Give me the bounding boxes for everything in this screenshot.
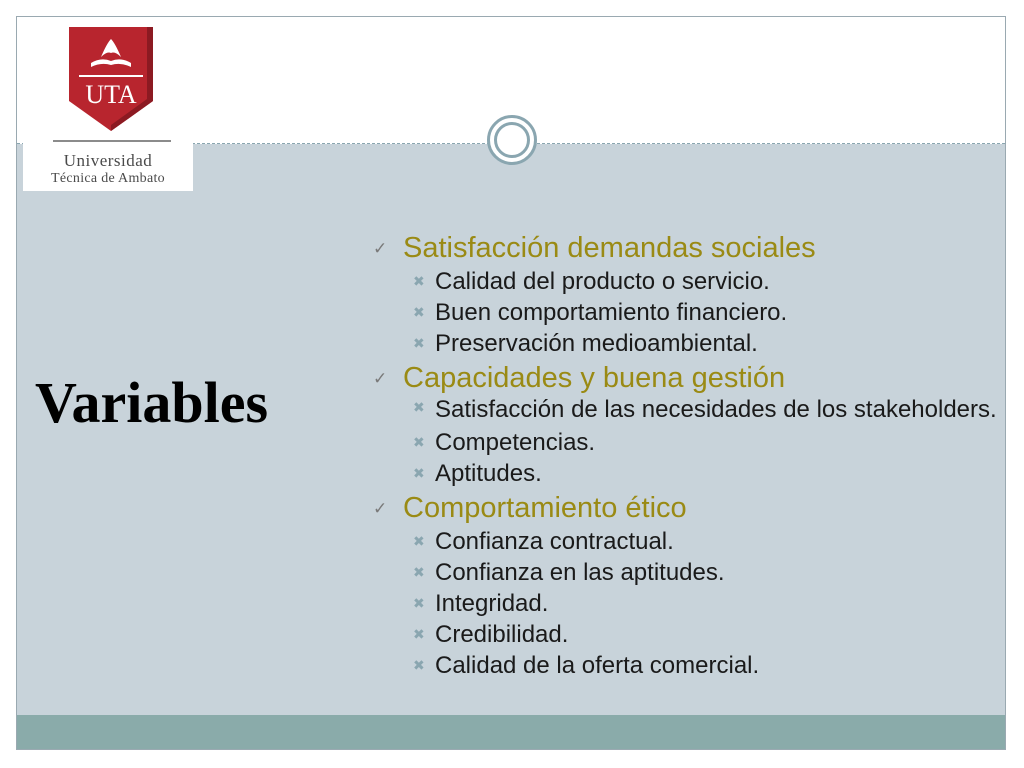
logo-university-subtitle: Técnica de Ambato <box>51 171 165 186</box>
bullet-level2 <box>371 396 1001 427</box>
bullet-text: Satisfacción de las necesidades de los stakeholders. <box>435 396 997 423</box>
bullet-text: Preservación medioambiental. <box>435 330 758 357</box>
bullet-level2 <box>371 619 1001 650</box>
checkmark-icon: ✓ <box>373 499 388 518</box>
bullet-text: Credibilidad. <box>435 621 569 648</box>
bullet-text: Competencias. <box>435 429 596 456</box>
bullet-text: Comportamiento ético <box>403 492 687 524</box>
x-bullet-icon: ✖ <box>413 465 425 481</box>
bullet-level2 <box>371 526 1001 557</box>
bullet-level2 <box>371 557 1001 588</box>
x-bullet-icon: ✖ <box>413 533 425 549</box>
bullet-level2 <box>371 328 1001 359</box>
checkmark-icon: ✓ <box>373 369 388 388</box>
bullet-text: Aptitudes. <box>435 460 542 487</box>
bullet-level2 <box>371 427 1001 458</box>
bullet-text: Confianza contractual. <box>435 528 674 555</box>
university-logo <box>23 17 193 191</box>
shield-logo-icon <box>67 27 155 131</box>
bullet-text: Calidad de la oferta comercial. <box>435 652 760 679</box>
bullet-level1 <box>371 360 1001 396</box>
slide-title: Variables <box>35 370 269 435</box>
x-bullet-icon: ✖ <box>413 434 425 450</box>
bullet-text: Calidad del producto o servicio. <box>435 268 770 295</box>
x-bullet-icon: ✖ <box>413 657 425 673</box>
logo-letters: UTA <box>85 80 137 109</box>
bullet-level2 <box>371 650 1001 681</box>
logo-university-name: Universidad <box>63 151 153 170</box>
bullet-list <box>371 229 1001 681</box>
bullet-level2 <box>371 266 1001 297</box>
ring-inner-ornament-icon <box>494 122 530 158</box>
bullet-level1 <box>371 230 1001 266</box>
x-bullet-icon: ✖ <box>413 273 425 289</box>
bullet-level1 <box>371 490 1001 526</box>
bullet-text: Buen comportamiento financiero. <box>435 299 788 326</box>
bullet-text: Satisfacción demandas sociales <box>403 232 816 264</box>
checkmark-icon: ✓ <box>373 239 388 258</box>
bullet-text: Confianza en las aptitudes. <box>435 559 725 586</box>
bullet-level2 <box>371 297 1001 328</box>
footer-bar <box>17 715 1005 749</box>
logo-rule <box>53 140 171 142</box>
x-bullet-icon: ✖ <box>413 626 425 642</box>
bullet-level2 <box>371 588 1001 619</box>
x-bullet-icon: ✖ <box>413 399 425 415</box>
bullet-text: Capacidades y buena gestión <box>403 362 786 394</box>
slide-frame <box>16 16 1006 750</box>
x-bullet-icon: ✖ <box>413 595 425 611</box>
x-bullet-icon: ✖ <box>413 564 425 580</box>
x-bullet-icon: ✖ <box>413 304 425 320</box>
bullet-level2 <box>371 458 1001 489</box>
x-bullet-icon: ✖ <box>413 335 425 351</box>
bullet-text: Integridad. <box>435 590 549 617</box>
